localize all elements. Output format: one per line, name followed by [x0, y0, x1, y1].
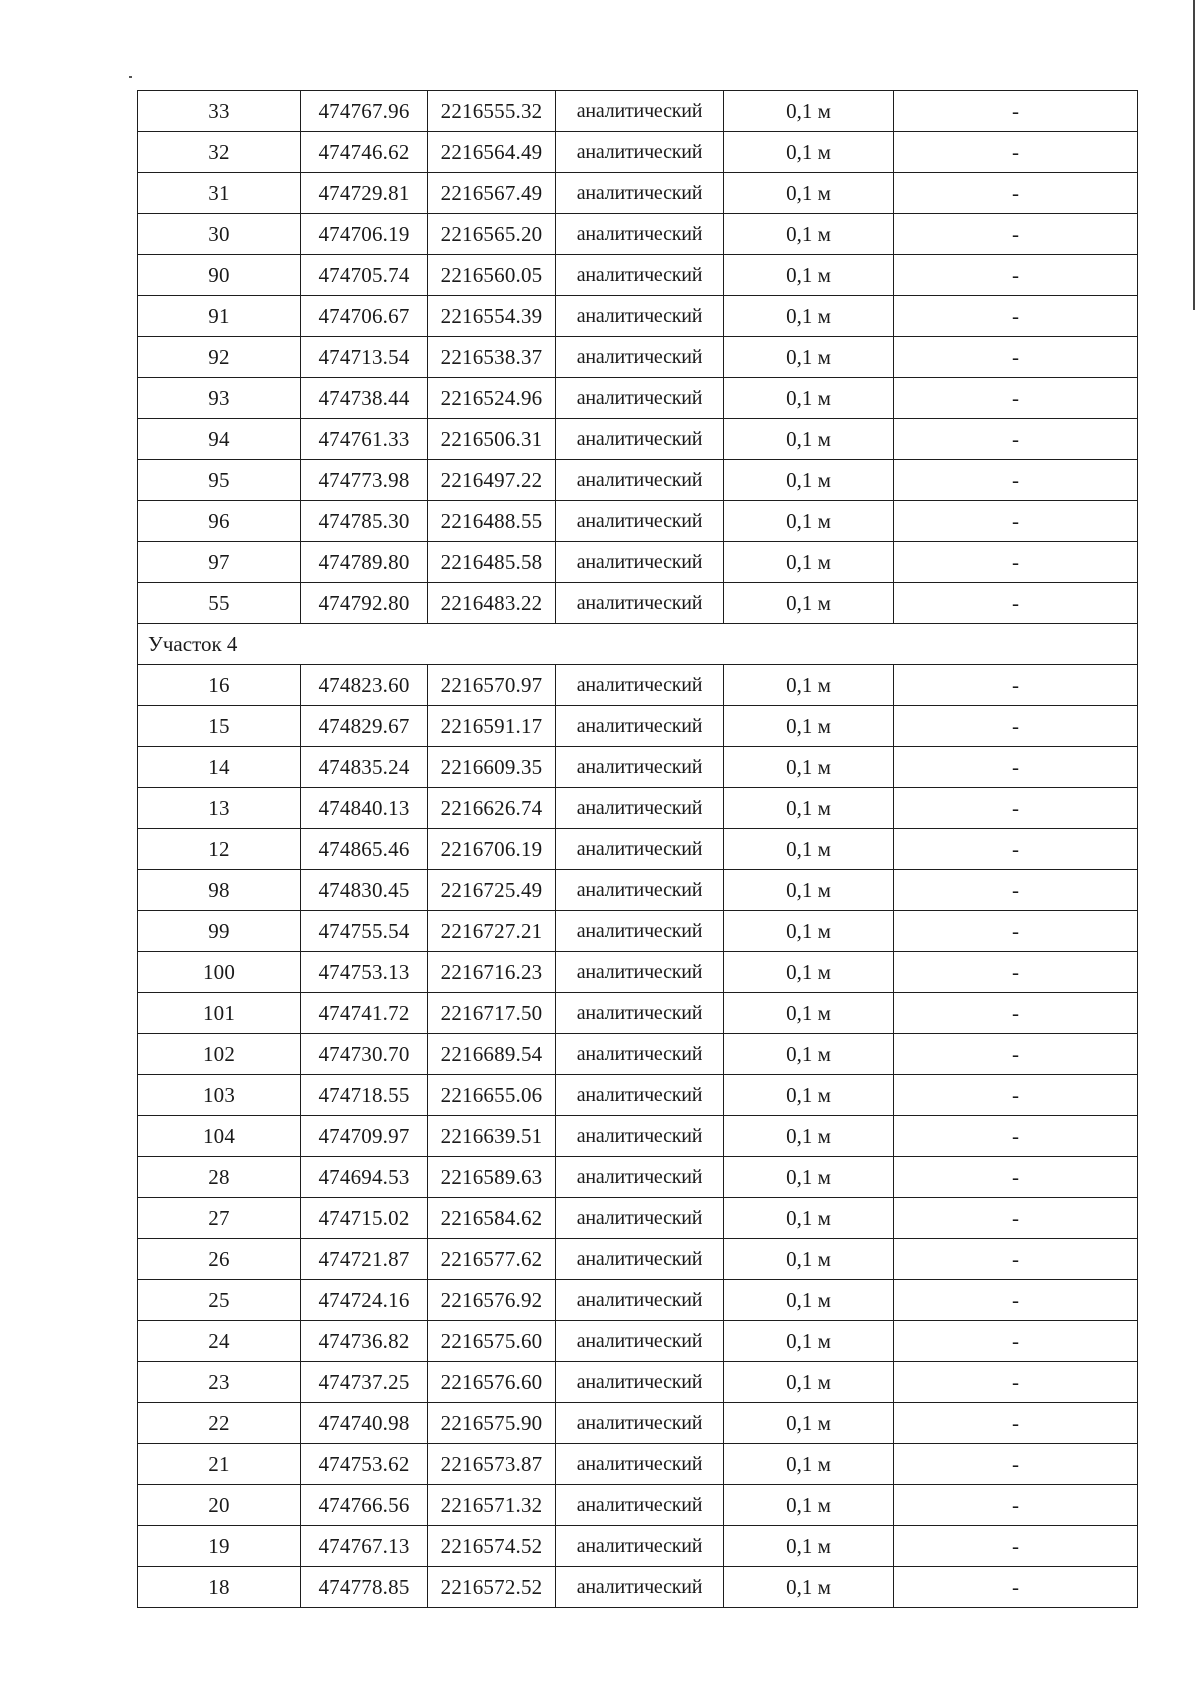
y-coordinate-cell: 2216589.63 [428, 1157, 556, 1198]
x-coordinate-cell: 474767.13 [301, 1526, 428, 1567]
x-coordinate-cell: 474792.80 [301, 583, 428, 624]
x-coordinate-cell: 474753.13 [301, 952, 428, 993]
table-row [138, 1034, 1138, 1075]
point-number-cell: 99 [138, 911, 301, 952]
point-number-cell: 14 [138, 747, 301, 788]
point-number-cell: 97 [138, 542, 301, 583]
description-cell: - [894, 296, 1138, 337]
table-row [138, 1239, 1138, 1280]
point-number-cell: 55 [138, 583, 301, 624]
y-coordinate-cell: 2216560.05 [428, 255, 556, 296]
table-row [138, 952, 1138, 993]
accuracy-cell: 0,1 м [724, 1075, 894, 1116]
y-coordinate-cell: 2216524.96 [428, 378, 556, 419]
table-row [138, 173, 1138, 214]
y-coordinate-cell: 2216584.62 [428, 1198, 556, 1239]
description-cell: - [894, 1198, 1138, 1239]
accuracy-cell: 0,1 м [724, 1362, 894, 1403]
y-coordinate-cell: 2216609.35 [428, 747, 556, 788]
section-header-row [138, 624, 1138, 665]
x-coordinate-cell: 474729.81 [301, 173, 428, 214]
x-coordinate-cell: 474718.55 [301, 1075, 428, 1116]
method-cell: аналитический [556, 501, 724, 542]
accuracy-cell: 0,1 м [724, 91, 894, 132]
table-row [138, 747, 1138, 788]
x-coordinate-cell: 474746.62 [301, 132, 428, 173]
x-coordinate-cell: 474789.80 [301, 542, 428, 583]
method-cell: аналитический [556, 1567, 724, 1608]
x-coordinate-cell: 474738.44 [301, 378, 428, 419]
table-row [138, 255, 1138, 296]
description-cell: - [894, 337, 1138, 378]
method-cell: аналитический [556, 1321, 724, 1362]
y-coordinate-cell: 2216717.50 [428, 993, 556, 1034]
point-number-cell: 19 [138, 1526, 301, 1567]
table-row [138, 1444, 1138, 1485]
table-row [138, 1116, 1138, 1157]
point-number-cell: 94 [138, 419, 301, 460]
method-cell: аналитический [556, 296, 724, 337]
table-row [138, 1485, 1138, 1526]
description-cell: - [894, 419, 1138, 460]
point-number-cell: 95 [138, 460, 301, 501]
table-row [138, 296, 1138, 337]
point-number-cell: 28 [138, 1157, 301, 1198]
accuracy-cell: 0,1 м [724, 132, 894, 173]
accuracy-cell: 0,1 м [724, 1116, 894, 1157]
x-coordinate-cell: 474767.96 [301, 91, 428, 132]
description-cell: - [894, 378, 1138, 419]
y-coordinate-cell: 2216626.74 [428, 788, 556, 829]
y-coordinate-cell: 2216574.52 [428, 1526, 556, 1567]
accuracy-cell: 0,1 м [724, 583, 894, 624]
table-row [138, 1362, 1138, 1403]
y-coordinate-cell: 2216567.49 [428, 173, 556, 214]
accuracy-cell: 0,1 м [724, 1403, 894, 1444]
table-row [138, 911, 1138, 952]
accuracy-cell: 0,1 м [724, 952, 894, 993]
accuracy-cell: 0,1 м [724, 993, 894, 1034]
accuracy-cell: 0,1 м [724, 1485, 894, 1526]
description-cell: - [894, 583, 1138, 624]
method-cell: аналитический [556, 419, 724, 460]
method-cell: аналитический [556, 460, 724, 501]
point-number-cell: 32 [138, 132, 301, 173]
method-cell: аналитический [556, 1526, 724, 1567]
accuracy-cell: 0,1 м [724, 829, 894, 870]
table-row [138, 1321, 1138, 1362]
accuracy-cell: 0,1 м [724, 1239, 894, 1280]
description-cell: - [894, 255, 1138, 296]
method-cell: аналитический [556, 583, 724, 624]
x-coordinate-cell: 474766.56 [301, 1485, 428, 1526]
method-cell: аналитический [556, 870, 724, 911]
description-cell: - [894, 1362, 1138, 1403]
table-row [138, 1526, 1138, 1567]
method-cell: аналитический [556, 993, 724, 1034]
method-cell: аналитический [556, 1116, 724, 1157]
method-cell: аналитический [556, 91, 724, 132]
accuracy-cell: 0,1 м [724, 665, 894, 706]
x-coordinate-cell: 474761.33 [301, 419, 428, 460]
y-coordinate-cell: 2216689.54 [428, 1034, 556, 1075]
x-coordinate-cell: 474705.74 [301, 255, 428, 296]
accuracy-cell: 0,1 м [724, 255, 894, 296]
x-coordinate-cell: 474740.98 [301, 1403, 428, 1444]
accuracy-cell: 0,1 м [724, 378, 894, 419]
description-cell: - [894, 173, 1138, 214]
point-number-cell: 25 [138, 1280, 301, 1321]
point-number-cell: 93 [138, 378, 301, 419]
table-row [138, 788, 1138, 829]
coordinates-table [137, 90, 1138, 1608]
accuracy-cell: 0,1 м [724, 1321, 894, 1362]
point-number-cell: 26 [138, 1239, 301, 1280]
description-cell: - [894, 1157, 1138, 1198]
accuracy-cell: 0,1 м [724, 173, 894, 214]
point-number-cell: 92 [138, 337, 301, 378]
description-cell: - [894, 829, 1138, 870]
table-row [138, 1198, 1138, 1239]
y-coordinate-cell: 2216576.92 [428, 1280, 556, 1321]
method-cell: аналитический [556, 911, 724, 952]
y-coordinate-cell: 2216506.31 [428, 419, 556, 460]
x-coordinate-cell: 474755.54 [301, 911, 428, 952]
description-cell: - [894, 501, 1138, 542]
scan-speck [129, 76, 132, 78]
accuracy-cell: 0,1 м [724, 870, 894, 911]
description-cell: - [894, 460, 1138, 501]
y-coordinate-cell: 2216564.49 [428, 132, 556, 173]
table-row [138, 214, 1138, 255]
x-coordinate-cell: 474721.87 [301, 1239, 428, 1280]
table-row [138, 1403, 1138, 1444]
method-cell: аналитический [556, 542, 724, 583]
point-number-cell: 31 [138, 173, 301, 214]
description-cell: - [894, 542, 1138, 583]
y-coordinate-cell: 2216497.22 [428, 460, 556, 501]
description-cell: - [894, 1280, 1138, 1321]
table-row [138, 378, 1138, 419]
accuracy-cell: 0,1 м [724, 1280, 894, 1321]
description-cell: - [894, 993, 1138, 1034]
description-cell: - [894, 1526, 1138, 1567]
method-cell: аналитический [556, 1280, 724, 1321]
method-cell: аналитический [556, 1403, 724, 1444]
description-cell: - [894, 870, 1138, 911]
table-row [138, 1280, 1138, 1321]
method-cell: аналитический [556, 788, 724, 829]
y-coordinate-cell: 2216716.23 [428, 952, 556, 993]
method-cell: аналитический [556, 747, 724, 788]
point-number-cell: 18 [138, 1567, 301, 1608]
method-cell: аналитический [556, 1075, 724, 1116]
description-cell: - [894, 952, 1138, 993]
x-coordinate-cell: 474715.02 [301, 1198, 428, 1239]
x-coordinate-cell: 474724.16 [301, 1280, 428, 1321]
description-cell: - [894, 1444, 1138, 1485]
point-number-cell: 12 [138, 829, 301, 870]
x-coordinate-cell: 474741.72 [301, 993, 428, 1034]
point-number-cell: 20 [138, 1485, 301, 1526]
description-cell: - [894, 747, 1138, 788]
description-cell: - [894, 665, 1138, 706]
y-coordinate-cell: 2216483.22 [428, 583, 556, 624]
description-cell: - [894, 788, 1138, 829]
table-row [138, 419, 1138, 460]
method-cell: аналитический [556, 1485, 724, 1526]
description-cell: - [894, 132, 1138, 173]
y-coordinate-cell: 2216573.87 [428, 1444, 556, 1485]
x-coordinate-cell: 474753.62 [301, 1444, 428, 1485]
point-number-cell: 21 [138, 1444, 301, 1485]
y-coordinate-cell: 2216570.97 [428, 665, 556, 706]
x-coordinate-cell: 474785.30 [301, 501, 428, 542]
point-number-cell: 16 [138, 665, 301, 706]
x-coordinate-cell: 474713.54 [301, 337, 428, 378]
method-cell: аналитический [556, 255, 724, 296]
accuracy-cell: 0,1 м [724, 296, 894, 337]
accuracy-cell: 0,1 м [724, 501, 894, 542]
table-row [138, 993, 1138, 1034]
section-title: Участок 4 [138, 624, 1138, 665]
accuracy-cell: 0,1 м [724, 1157, 894, 1198]
accuracy-cell: 0,1 м [724, 706, 894, 747]
y-coordinate-cell: 2216575.60 [428, 1321, 556, 1362]
accuracy-cell: 0,1 м [724, 542, 894, 583]
method-cell: аналитический [556, 1444, 724, 1485]
point-number-cell: 15 [138, 706, 301, 747]
table-row [138, 542, 1138, 583]
accuracy-cell: 0,1 м [724, 1444, 894, 1485]
point-number-cell: 102 [138, 1034, 301, 1075]
x-coordinate-cell: 474778.85 [301, 1567, 428, 1608]
method-cell: аналитический [556, 1362, 724, 1403]
point-number-cell: 103 [138, 1075, 301, 1116]
table-row [138, 870, 1138, 911]
y-coordinate-cell: 2216577.62 [428, 1239, 556, 1280]
description-cell: - [894, 1403, 1138, 1444]
method-cell: аналитический [556, 378, 724, 419]
accuracy-cell: 0,1 м [724, 1034, 894, 1075]
description-cell: - [894, 214, 1138, 255]
accuracy-cell: 0,1 м [724, 337, 894, 378]
y-coordinate-cell: 2216575.90 [428, 1403, 556, 1444]
point-number-cell: 13 [138, 788, 301, 829]
point-number-cell: 101 [138, 993, 301, 1034]
method-cell: аналитический [556, 132, 724, 173]
point-number-cell: 91 [138, 296, 301, 337]
point-number-cell: 104 [138, 1116, 301, 1157]
description-cell: - [894, 706, 1138, 747]
table-row [138, 706, 1138, 747]
table-row [138, 1075, 1138, 1116]
table-row [138, 829, 1138, 870]
method-cell: аналитический [556, 1034, 724, 1075]
table-row [138, 337, 1138, 378]
method-cell: аналитический [556, 1157, 724, 1198]
method-cell: аналитический [556, 829, 724, 870]
accuracy-cell: 0,1 м [724, 1567, 894, 1608]
y-coordinate-cell: 2216591.17 [428, 706, 556, 747]
x-coordinate-cell: 474830.45 [301, 870, 428, 911]
accuracy-cell: 0,1 м [724, 460, 894, 501]
table-row [138, 1567, 1138, 1608]
accuracy-cell: 0,1 м [724, 214, 894, 255]
x-coordinate-cell: 474823.60 [301, 665, 428, 706]
x-coordinate-cell: 474706.19 [301, 214, 428, 255]
table-row [138, 132, 1138, 173]
method-cell: аналитический [556, 214, 724, 255]
description-cell: - [894, 1075, 1138, 1116]
y-coordinate-cell: 2216565.20 [428, 214, 556, 255]
y-coordinate-cell: 2216706.19 [428, 829, 556, 870]
x-coordinate-cell: 474706.67 [301, 296, 428, 337]
x-coordinate-cell: 474737.25 [301, 1362, 428, 1403]
x-coordinate-cell: 474840.13 [301, 788, 428, 829]
y-coordinate-cell: 2216725.49 [428, 870, 556, 911]
accuracy-cell: 0,1 м [724, 1526, 894, 1567]
accuracy-cell: 0,1 м [724, 419, 894, 460]
method-cell: аналитический [556, 665, 724, 706]
description-cell: - [894, 911, 1138, 952]
method-cell: аналитический [556, 952, 724, 993]
y-coordinate-cell: 2216554.39 [428, 296, 556, 337]
method-cell: аналитический [556, 337, 724, 378]
method-cell: аналитический [556, 173, 724, 214]
x-coordinate-cell: 474829.67 [301, 706, 428, 747]
x-coordinate-cell: 474773.98 [301, 460, 428, 501]
point-number-cell: 22 [138, 1403, 301, 1444]
y-coordinate-cell: 2216572.52 [428, 1567, 556, 1608]
description-cell: - [894, 1116, 1138, 1157]
point-number-cell: 100 [138, 952, 301, 993]
y-coordinate-cell: 2216555.32 [428, 91, 556, 132]
table-row [138, 501, 1138, 542]
point-number-cell: 98 [138, 870, 301, 911]
x-coordinate-cell: 474694.53 [301, 1157, 428, 1198]
table-row [138, 583, 1138, 624]
point-number-cell: 90 [138, 255, 301, 296]
y-coordinate-cell: 2216485.58 [428, 542, 556, 583]
description-cell: - [894, 91, 1138, 132]
description-cell: - [894, 1034, 1138, 1075]
point-number-cell: 33 [138, 91, 301, 132]
y-coordinate-cell: 2216571.32 [428, 1485, 556, 1526]
method-cell: аналитический [556, 1239, 724, 1280]
x-coordinate-cell: 474835.24 [301, 747, 428, 788]
y-coordinate-cell: 2216639.51 [428, 1116, 556, 1157]
point-number-cell: 24 [138, 1321, 301, 1362]
description-cell: - [894, 1485, 1138, 1526]
x-coordinate-cell: 474730.70 [301, 1034, 428, 1075]
y-coordinate-cell: 2216655.06 [428, 1075, 556, 1116]
x-coordinate-cell: 474865.46 [301, 829, 428, 870]
y-coordinate-cell: 2216576.60 [428, 1362, 556, 1403]
x-coordinate-cell: 474736.82 [301, 1321, 428, 1362]
point-number-cell: 27 [138, 1198, 301, 1239]
point-number-cell: 30 [138, 214, 301, 255]
description-cell: - [894, 1567, 1138, 1608]
table-row [138, 91, 1138, 132]
y-coordinate-cell: 2216488.55 [428, 501, 556, 542]
y-coordinate-cell: 2216727.21 [428, 911, 556, 952]
y-coordinate-cell: 2216538.37 [428, 337, 556, 378]
point-number-cell: 23 [138, 1362, 301, 1403]
scan-edge-line [1193, 0, 1195, 310]
accuracy-cell: 0,1 м [724, 911, 894, 952]
coordinates-table-body [138, 91, 1138, 1608]
x-coordinate-cell: 474709.97 [301, 1116, 428, 1157]
table-row [138, 1157, 1138, 1198]
table-row [138, 460, 1138, 501]
accuracy-cell: 0,1 м [724, 788, 894, 829]
accuracy-cell: 0,1 м [724, 1198, 894, 1239]
accuracy-cell: 0,1 м [724, 747, 894, 788]
table-row [138, 665, 1138, 706]
description-cell: - [894, 1321, 1138, 1362]
method-cell: аналитический [556, 706, 724, 747]
point-number-cell: 96 [138, 501, 301, 542]
method-cell: аналитический [556, 1198, 724, 1239]
description-cell: - [894, 1239, 1138, 1280]
